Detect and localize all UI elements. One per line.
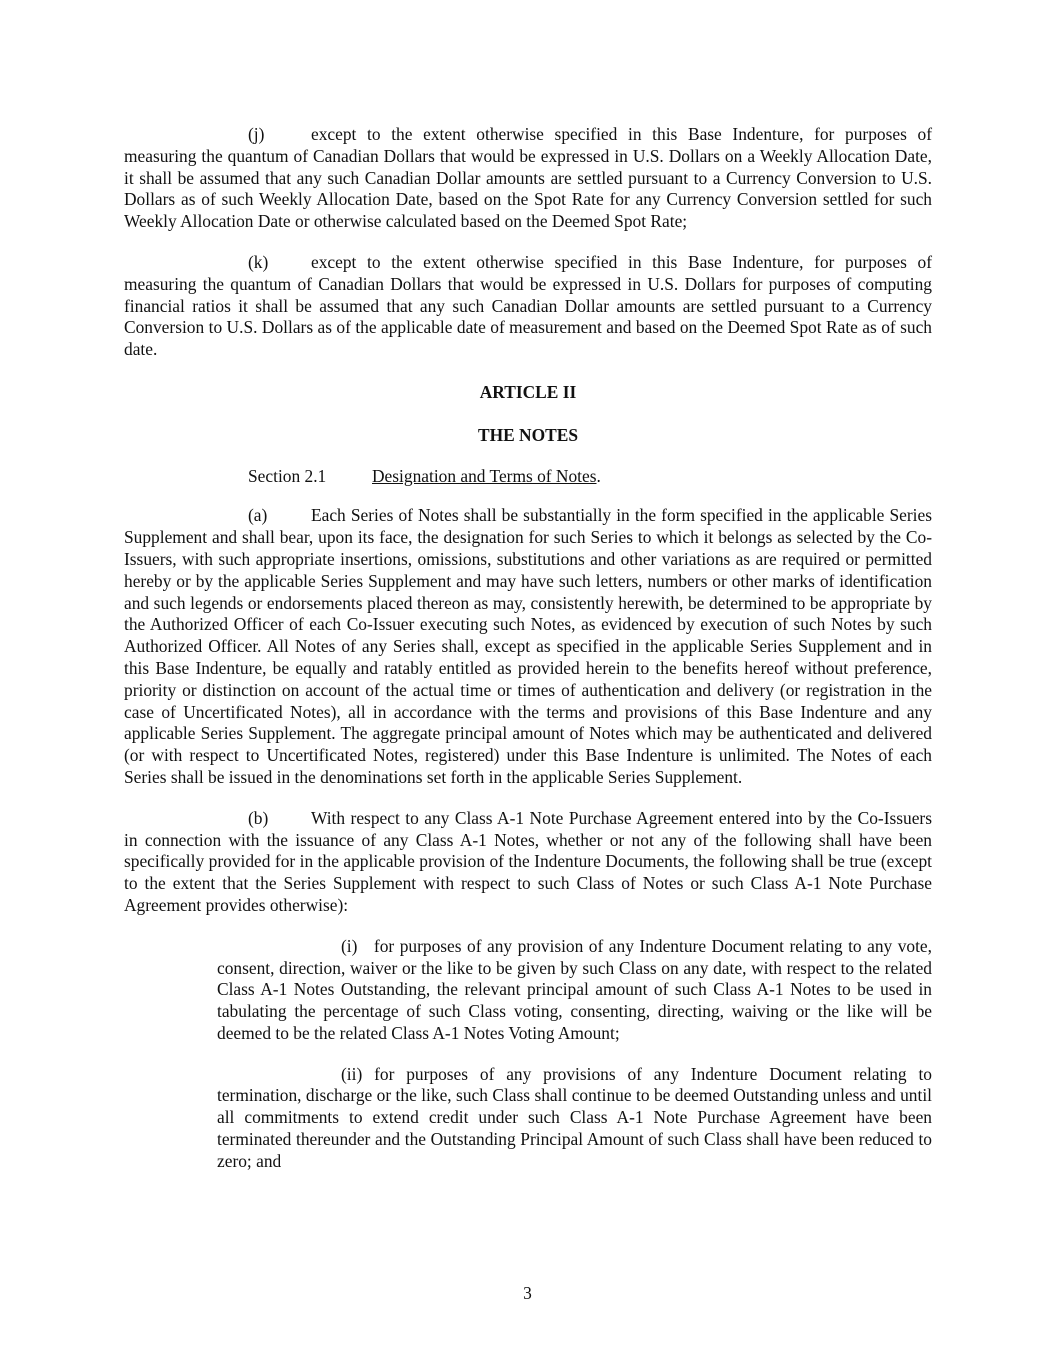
paragraph-a-text: Each Series of Notes shall be substantially in the form specified in the applicable Series Supplement and shall bear, upon its face, the designation for such Series to which it belongs as selected by the Co-Issuers, with such appropriate insertions, omissions, substitutions and other variations as are required or permitted hereby or by the applicable Series Supplement and may have such letters, numbers or other marks of identification and such legends or endorsements placed thereon as may, consistently herewith, be determined to be appropriate by the Authorized Officer of each Co-Issuer executing such Notes, as evidenced by execution of such Notes by such Authorized Officer. All Notes of any Series shall, except as specified in the applicable Series Supplement and in this Base Indenture, be equally and ratably entitled as provided herein to the benefits hereof without preference, priority or distinction on account of the actual time or times of authentication and delivery (or registration in the case of Uncertificated Notes), all in accordance with the terms and provisions of this Base Indenture and any applicable Series Supplement. The aggregate principal amount of Notes which may be authenticated and delivered (or with respect to Uncertificated Notes, registered) under this Base Indenture is unlimited. The Notes of each Series shall be issued in the denominations set forth in the applicable Series Supplement. (124, 505, 932, 787)
clause-ii-text: for purposes of any provisions of any Indenture Document relating to termination, discharge or the like, such Class shall continue to be deemed Outstanding unless and until all commitments to extend credit under such Class A-1 Note Purchase Agreement have been terminated thereunder and the Outstanding Principal Amount of such Class shall have been reduced to zero; and (217, 1063, 932, 1171)
paragraph-a-label: (a) (248, 505, 268, 526)
paragraph-k-text: except to the extent otherwise specified in this Base Indenture, for purposes of measuring the quantum of Canadian Dollars that would be expressed in U.S. Dollars for purposes of computing financial ratios it shall be assumed that any such Canadian Dollar amounts are settled pursuant to a Currency Conversion to U.S. Dollars as of the applicable date of measurement and based on the Deemed Spot Rate as of such date. (124, 251, 932, 360)
clause-ii-label: (ii) (341, 1063, 363, 1084)
section-title: Designation and Terms of Notes (372, 465, 597, 486)
document-page (124, 124, 932, 1173)
section-heading (124, 466, 932, 488)
clause-i-text: for purposes of any provision of any Indenture Document relating to any vote, consent, direction, waiver or the like to be given by such Class on any date, with respect to the related Class A-1 Notes Outstanding, the relevant principal amount of such Class A-1 Notes to be used in tabulating the percentage of such Class voting, consenting, directing, waiving or the like will be deemed to be the related Class A-1 Notes Voting Amount; (217, 935, 933, 1043)
paragraph-b-text: With respect to any Class A-1 Note Purchase Agreement entered into by the Co-Issuers in connection with the issuance of any Class A-1 Notes, whether or not any of the following shall have been specifically provided for in the applicable provision of the Indenture Documents, the following shall be true (except to the extent that the Series Supplement with respect to such Class of Notes or such Class A-1 Note Purchase Agreement provides otherwise): (124, 807, 932, 915)
section-title-period: . (596, 465, 601, 486)
clause-i-label: (i) (341, 935, 358, 956)
page-number: 3 (523, 1283, 532, 1303)
paragraph-k-label: (k) (248, 251, 269, 272)
clause-ii (217, 1064, 932, 1173)
paragraph-a (124, 505, 932, 788)
clause-i (217, 936, 932, 1045)
paragraph-b-label: (b) (248, 807, 269, 828)
article-number: ARTICLE II (479, 381, 577, 402)
section-number: Section 2.1 (248, 465, 327, 486)
paragraph-k (124, 252, 932, 361)
paragraph-j-text: except to the extent otherwise specified in this Base Indenture, for purposes of measuring the quantum of Canadian Dollars that would be expressed in U.S. Dollars on a Weekly Allocation Date, it shall be assumed that any such Canadian Dollar amounts are settled pursuant to a Currency Conversion to U.S. Dollars as of such Weekly Allocation Date, based on the Spot Rate for any Currency Conversion settled for such Weekly Allocation Date or otherwise calculated based on the Deemed Spot Rate; (124, 124, 932, 232)
paragraph-j (124, 124, 932, 233)
paragraph-b (124, 808, 932, 917)
paragraph-j-label: (j) (248, 124, 265, 144)
article-title: THE NOTES (477, 424, 579, 445)
